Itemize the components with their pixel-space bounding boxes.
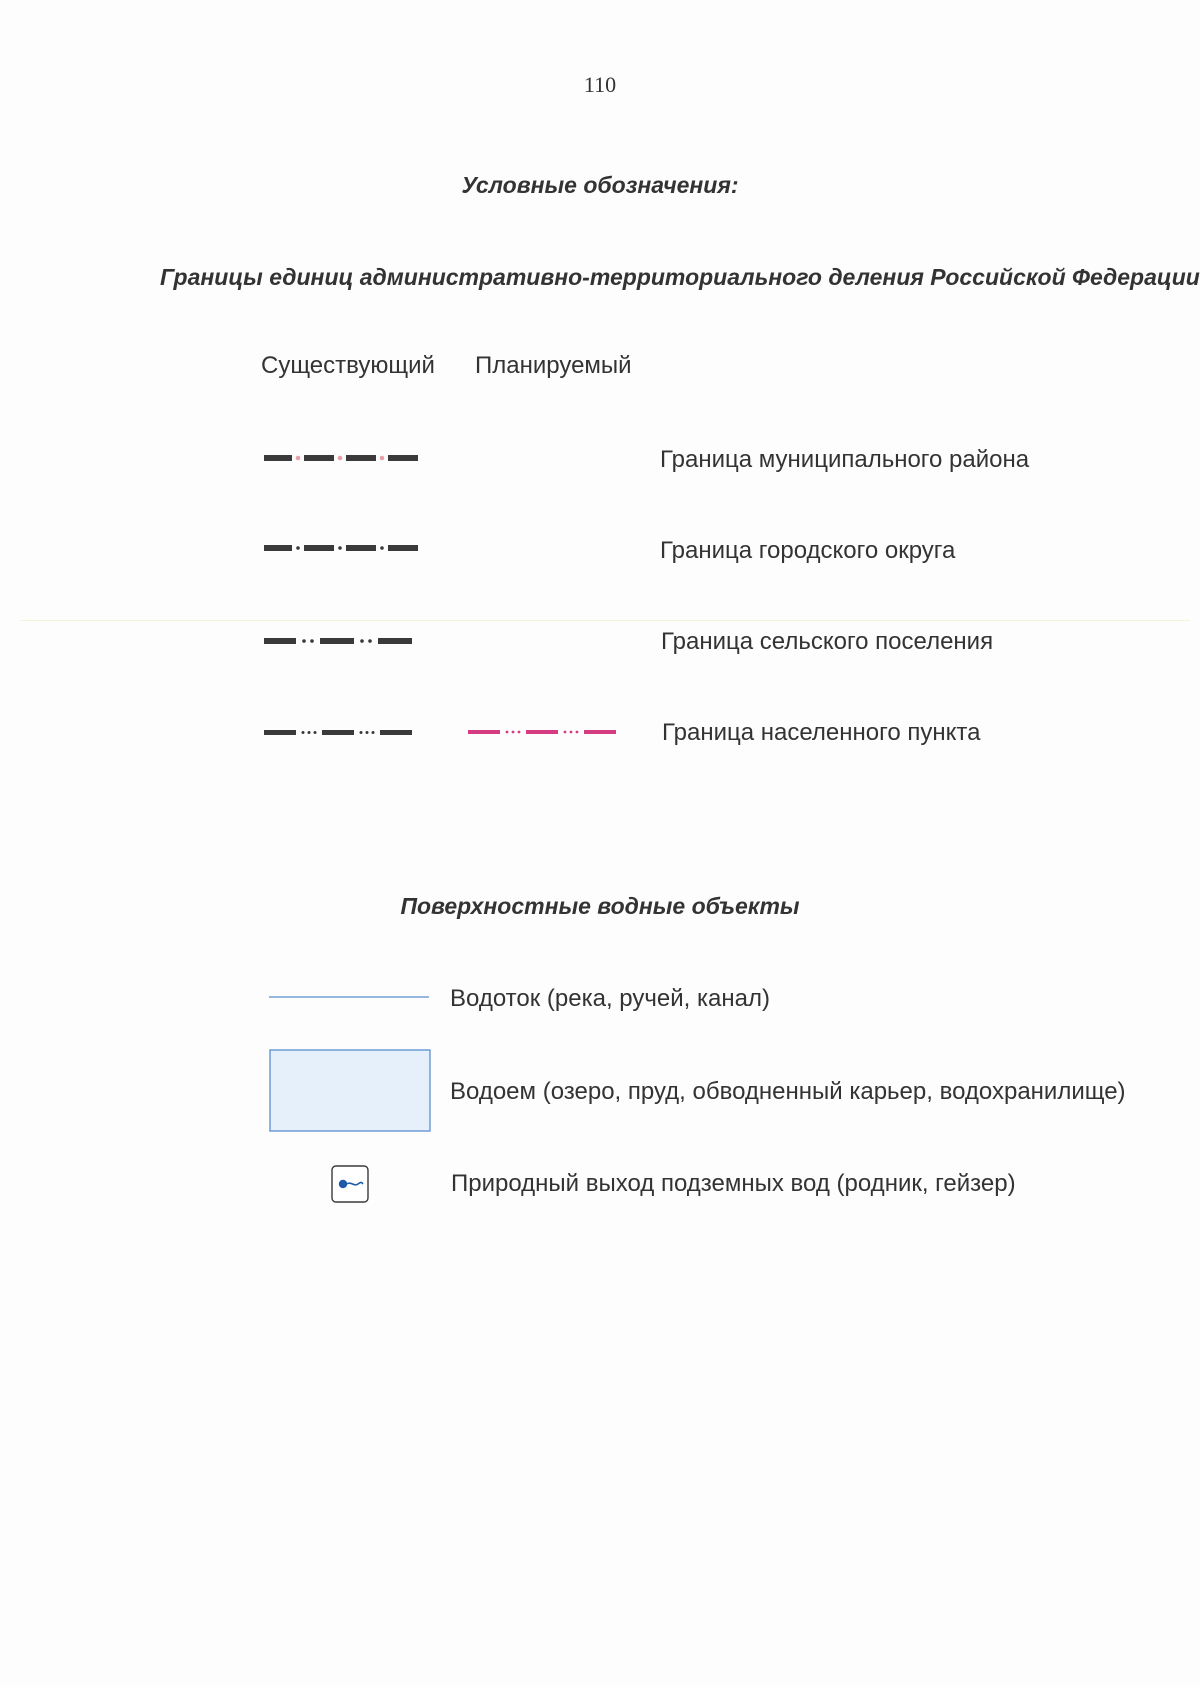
spring-label: Природный выход подземных вод (родник, гейзер) bbox=[451, 1170, 1016, 1197]
page-number: 110 bbox=[583, 72, 617, 97]
spring-icon bbox=[330, 1164, 370, 1204]
water-body-icon bbox=[269, 1049, 432, 1133]
rural-settlement-boundary-existing-icon bbox=[264, 633, 434, 649]
water-body-label: Водоем (озеро, пруд, обводненный карьер, водохранилище) bbox=[450, 1078, 1126, 1105]
municipal-district-boundary-existing-icon bbox=[264, 450, 434, 466]
city-district-boundary-label: Граница городского округа bbox=[660, 537, 956, 564]
column-planned-header: Планируемый bbox=[475, 352, 632, 379]
legend-title: Условные обозначения: bbox=[461, 172, 739, 198]
city-district-boundary-existing-icon bbox=[264, 540, 434, 556]
watercourse-label: Водоток (река, ручей, канал) bbox=[450, 985, 770, 1012]
settlement-boundary-label: Граница населенного пункта bbox=[662, 719, 981, 746]
municipal-district-boundary-label: Граница муниципального района bbox=[660, 446, 1030, 473]
water-objects-heading: Поверхностные водные объекты bbox=[400, 893, 800, 919]
rural-settlement-boundary-label: Граница сельского поселения bbox=[661, 628, 994, 655]
scan-artifact-line bbox=[20, 620, 1190, 621]
watercourse-line-icon bbox=[269, 994, 431, 1000]
column-existing-header: Существующий bbox=[261, 352, 435, 379]
settlement-boundary-existing-icon bbox=[264, 724, 434, 740]
boundaries-heading: Границы единиц административно-территориального деления Российской Федерации bbox=[160, 264, 1200, 290]
settlement-boundary-planned-icon bbox=[468, 724, 638, 740]
